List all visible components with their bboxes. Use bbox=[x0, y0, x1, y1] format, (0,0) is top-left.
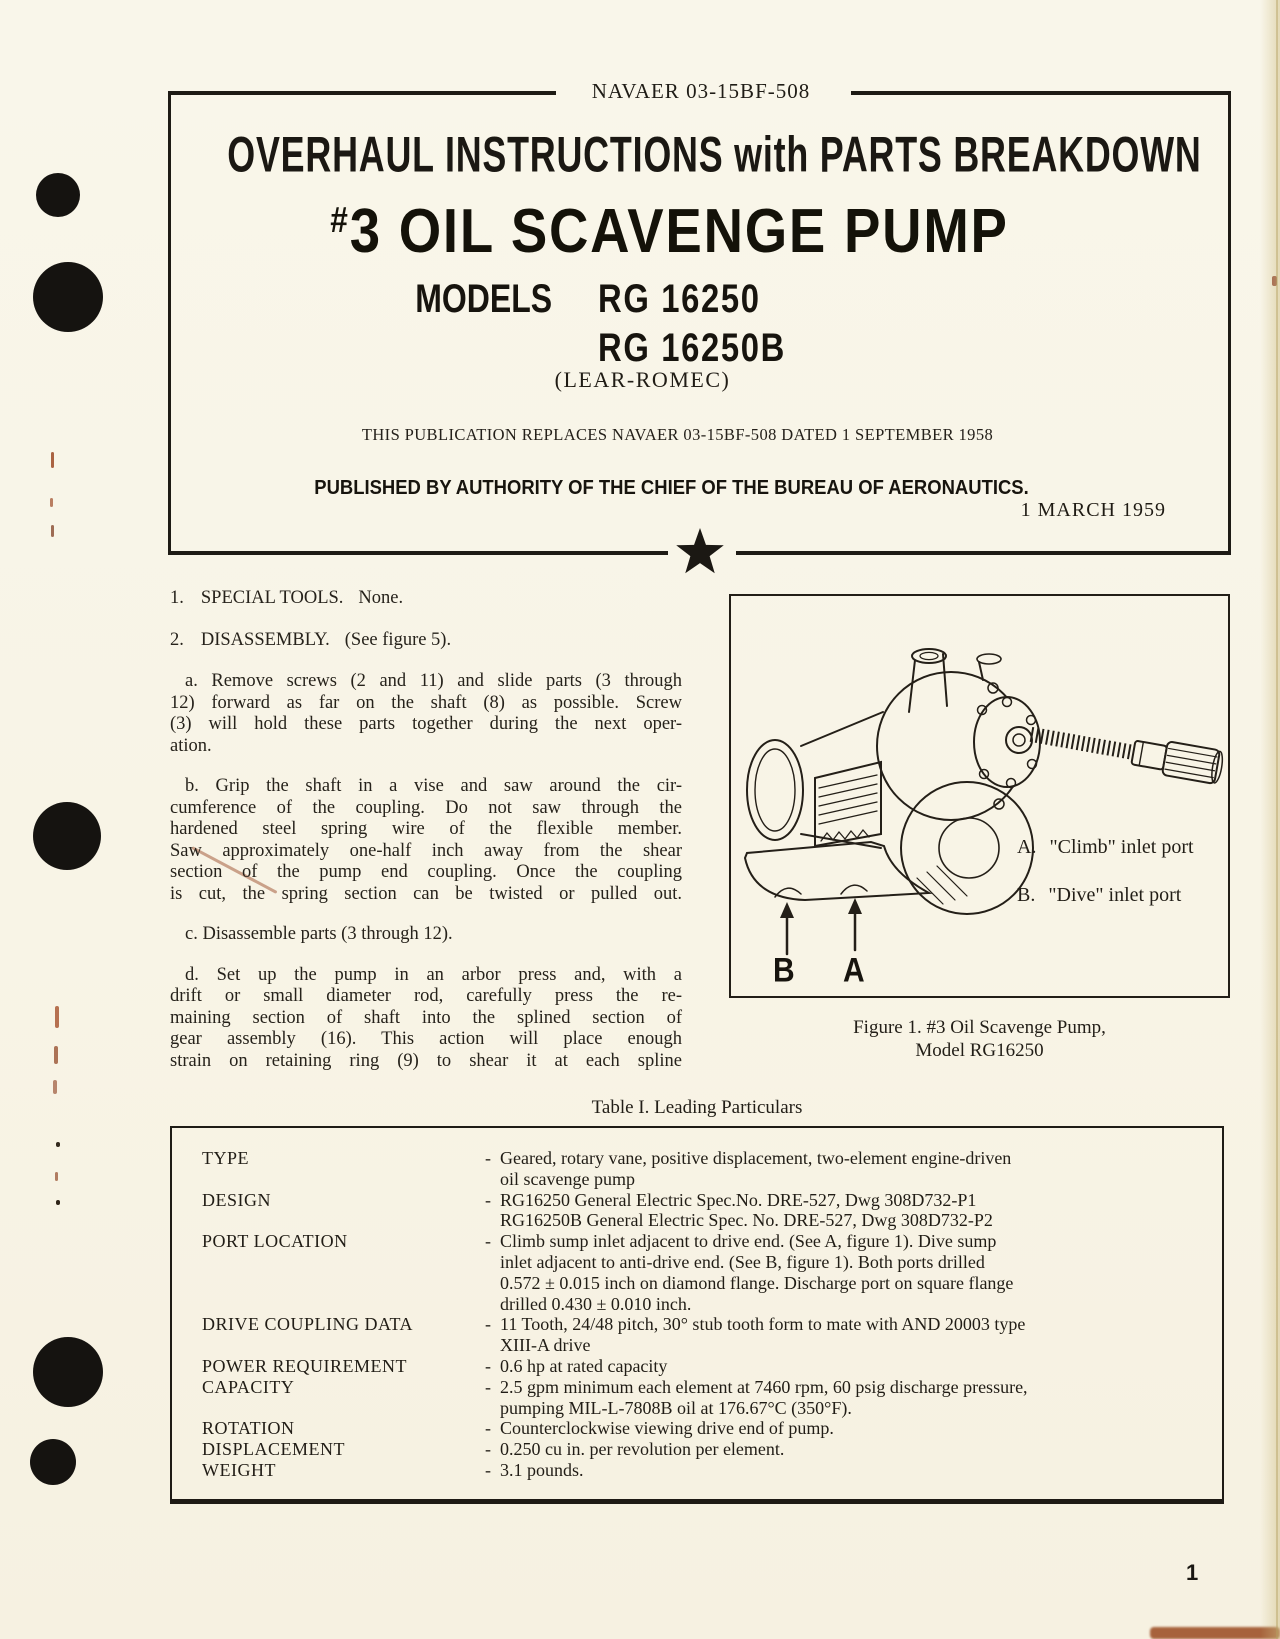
ink-smudge bbox=[56, 1200, 60, 1205]
paragraph-line: hardened steel spring wire of the flexible member. bbox=[170, 819, 682, 839]
table-value-line: drilled 0.430 ± 0.010 inch. bbox=[500, 1293, 692, 1314]
punch-hole bbox=[33, 802, 101, 870]
equipment-title-text: 3 OIL SCAVENGE PUMP bbox=[349, 197, 1009, 266]
paragraph bbox=[170, 965, 682, 1073]
table-value-dash: - bbox=[485, 1376, 491, 1397]
paragraph-line: Saw approximately one-half inch away from the shear bbox=[170, 840, 682, 861]
paragraph bbox=[170, 671, 682, 757]
table-value-line: XIII-A drive bbox=[500, 1335, 591, 1356]
table-value-line: 2.5 gpm minimum each element at 7460 rpm, 60 psig discharge pressure, bbox=[500, 1376, 1028, 1397]
paragraph-line: ation. bbox=[170, 735, 212, 756]
paragraph-line: section of the pump end coupling. Once the coupling bbox=[170, 862, 682, 882]
table-row-value bbox=[500, 1377, 1208, 1419]
ink-smudge bbox=[51, 452, 54, 468]
table-row-value bbox=[500, 1231, 1208, 1314]
masthead-top-rule-right bbox=[851, 91, 1231, 95]
paragraph-line: gear assembly (16). This action will place enough bbox=[170, 1029, 682, 1049]
table-row bbox=[202, 1231, 1208, 1314]
models-label: MODELS bbox=[415, 277, 553, 321]
section-suffix: None. bbox=[358, 588, 404, 608]
legend-item-climb bbox=[1017, 836, 1194, 859]
document-number: NAVAER 03-15BF-508 bbox=[591, 79, 811, 103]
table-value-line: 0.572 ± 0.015 inch on diamond flange. Discharge port on square flange bbox=[500, 1272, 1014, 1293]
figure-caption bbox=[729, 1016, 1230, 1062]
pump-illustration bbox=[731, 596, 1227, 995]
star-icon bbox=[674, 527, 726, 579]
table-value-line: Counterclockwise viewing drive end of pump. bbox=[500, 1418, 834, 1439]
model-numbers bbox=[598, 279, 827, 368]
masthead-top-rule-left bbox=[168, 91, 556, 95]
section-number: 2. bbox=[170, 629, 184, 650]
table-row bbox=[202, 1314, 1208, 1356]
ink-smudge bbox=[54, 1046, 58, 1064]
paragraph-line: strain on retaining ring (9) to shear it at each spline bbox=[170, 1050, 682, 1071]
masthead-bottom-rule-left bbox=[168, 551, 668, 555]
table-value-line: 0.250 cu in. per revolution per element. bbox=[500, 1439, 785, 1460]
table-value-dash: - bbox=[485, 1459, 491, 1480]
table-row-label: WEIGHT bbox=[202, 1459, 276, 1480]
table-value-line: inlet adjacent to anti-drive end. (See B, figure 1). Both ports drilled bbox=[500, 1251, 985, 1272]
paragraph-line: drift or small diameter rod, carefully press the re- bbox=[170, 986, 682, 1006]
legend-key: B. bbox=[1017, 884, 1036, 906]
paragraph-line: b. Grip the shaft in a vise and saw around the cir- bbox=[185, 776, 682, 796]
legend-text: "Dive" inlet port bbox=[1048, 884, 1182, 906]
table-row-value bbox=[500, 1356, 1208, 1377]
disassembly-text-column bbox=[170, 588, 682, 1072]
table-value-dash: - bbox=[485, 1355, 491, 1376]
table-row-value bbox=[500, 1460, 1208, 1481]
punch-hole bbox=[33, 1337, 103, 1407]
paragraph-line: d. Set up the pump in an arbor press and, with a bbox=[185, 964, 682, 985]
ink-smudge bbox=[50, 498, 53, 507]
table-value-line: 0.6 hp at rated capacity bbox=[500, 1355, 668, 1376]
ink-smudge bbox=[55, 1006, 59, 1028]
punch-hole bbox=[36, 173, 80, 217]
table-value-dash: - bbox=[485, 1418, 491, 1439]
section-number: 1. bbox=[170, 588, 184, 608]
paragraph-line: 12) forward as far on the shaft (8) as possible. Screw bbox=[170, 692, 682, 713]
table-row-label: TYPE bbox=[202, 1148, 249, 1168]
table-value-dash: - bbox=[485, 1148, 491, 1168]
section-title: DISASSEMBLY. bbox=[200, 629, 330, 650]
table-row-value bbox=[500, 1314, 1208, 1356]
table-row bbox=[202, 1148, 1208, 1190]
table-row-label: DESIGN bbox=[202, 1189, 271, 1210]
table-row-label: DRIVE COUPLING DATA bbox=[202, 1314, 414, 1335]
paragraph-line: maining section of shaft into the splined section of bbox=[170, 1007, 682, 1028]
masthead-bottom-rule-right bbox=[736, 551, 1231, 555]
paragraph-line: c. Disassemble parts (3 through 12). bbox=[185, 924, 453, 944]
table-row bbox=[202, 1418, 1208, 1439]
model-number-2: RG 16250B bbox=[598, 326, 787, 370]
page-number: 1 bbox=[1186, 1560, 1199, 1585]
figure-caption-line2: Model RG16250 bbox=[915, 1040, 1044, 1061]
table-row-label: PORT LOCATION bbox=[202, 1231, 348, 1252]
table-value-dash: - bbox=[485, 1314, 491, 1335]
model-number-1: RG 16250 bbox=[598, 277, 762, 321]
table-row-value bbox=[500, 1439, 1208, 1460]
manufacturer-name: (LEAR-ROMEC) bbox=[554, 367, 731, 392]
figure-caption-line1: Figure 1. #3 Oil Scavenge Pump, bbox=[853, 1017, 1106, 1038]
equipment-title bbox=[204, 196, 1134, 267]
table-value-line: oil scavenge pump bbox=[500, 1168, 635, 1189]
table-row-value bbox=[500, 1190, 1208, 1232]
paragraph-line: (3) will hold these parts together during the next oper- bbox=[170, 714, 682, 734]
ink-smudge bbox=[53, 1080, 57, 1094]
table-rows bbox=[202, 1148, 1208, 1481]
section-disassembly bbox=[170, 630, 682, 652]
legend-item-dive bbox=[1017, 884, 1181, 907]
table-value-line: RG16250B General Electric Spec. No. DRE-527, Dwg 308D732-P2 bbox=[500, 1210, 993, 1231]
table-value-dash: - bbox=[485, 1439, 491, 1460]
punch-hole bbox=[30, 1439, 76, 1485]
legend-key: A. bbox=[1017, 836, 1037, 858]
arrow-label-a: A bbox=[843, 951, 865, 990]
page-edge-line bbox=[1276, 0, 1278, 1639]
paragraph bbox=[170, 924, 682, 946]
number-sign: # bbox=[330, 199, 348, 240]
table-value-line: RG16250 General Electric Spec.No. DRE-527, Dwg 308D732-P1 bbox=[500, 1189, 977, 1210]
table-value-line: 3.1 pounds. bbox=[500, 1459, 584, 1480]
table-row bbox=[202, 1190, 1208, 1232]
figure-box bbox=[729, 594, 1230, 998]
authority-note: PUBLISHED BY AUTHORITY OF THE CHIEF OF THE BUREAU OF AERONAUTICS. bbox=[314, 476, 1029, 499]
paragraph-list bbox=[170, 671, 682, 1072]
table-row-label: ROTATION bbox=[202, 1418, 295, 1439]
publication-date: 1 MARCH 1959 bbox=[1020, 499, 1166, 521]
paragraph-line: is cut, the spring section can be twisted or pulled out. bbox=[170, 883, 682, 904]
ink-smudge bbox=[51, 525, 54, 537]
table-value-dash: - bbox=[485, 1231, 491, 1252]
arrow-label-b: B bbox=[773, 951, 795, 990]
table-row-value bbox=[500, 1148, 1208, 1190]
paragraph-line: a. Remove screws (2 and 11) and slide parts (3 through bbox=[185, 671, 682, 691]
legend-text: "Climb" inlet port bbox=[1049, 836, 1194, 858]
table-row-label: DISPLACEMENT bbox=[202, 1439, 346, 1460]
section-title: SPECIAL TOOLS. bbox=[200, 588, 344, 608]
document-title: OVERHAUL INSTRUCTIONS with PARTS BREAKDOWN bbox=[227, 125, 1202, 183]
table-value-line: Geared, rotary vane, positive displacement, two-element engine-driven bbox=[500, 1148, 1012, 1168]
section-suffix: (See figure 5). bbox=[344, 629, 452, 650]
paragraph-line: cumference of the coupling. Do not saw through the bbox=[170, 797, 682, 818]
ink-smudge bbox=[56, 1142, 60, 1147]
table-row-label: CAPACITY bbox=[202, 1376, 295, 1397]
table-value-dash: - bbox=[485, 1189, 491, 1210]
paragraph bbox=[170, 776, 682, 905]
table-row-label: POWER REQUIREMENT bbox=[202, 1355, 407, 1376]
table-value-line: pumping MIL-L-7808B oil at 176.67°C (350°F). bbox=[500, 1397, 852, 1418]
table-title: Table I. Leading Particulars bbox=[591, 1097, 803, 1118]
models-block bbox=[76, 279, 1133, 368]
table-value-line: 11 Tooth, 24/48 pitch, 30° stub tooth form to mate with AND 20003 type bbox=[500, 1314, 1026, 1335]
ink-smudge bbox=[55, 1172, 58, 1181]
section-special-tools bbox=[170, 588, 682, 610]
table-row bbox=[202, 1377, 1208, 1419]
masthead-box bbox=[168, 79, 1231, 553]
table-row bbox=[202, 1356, 1208, 1377]
table-row-value bbox=[500, 1418, 1208, 1439]
leading-particulars-table bbox=[170, 1126, 1224, 1504]
replaces-note: THIS PUBLICATION REPLACES NAVAER 03-15BF-508 DATED 1 SEPTEMBER 1958 bbox=[361, 425, 994, 444]
table-row bbox=[202, 1460, 1208, 1481]
table-value-line: Climb sump inlet adjacent to drive end. (See A, figure 1). Dive sump bbox=[500, 1231, 997, 1252]
table-row bbox=[202, 1439, 1208, 1460]
